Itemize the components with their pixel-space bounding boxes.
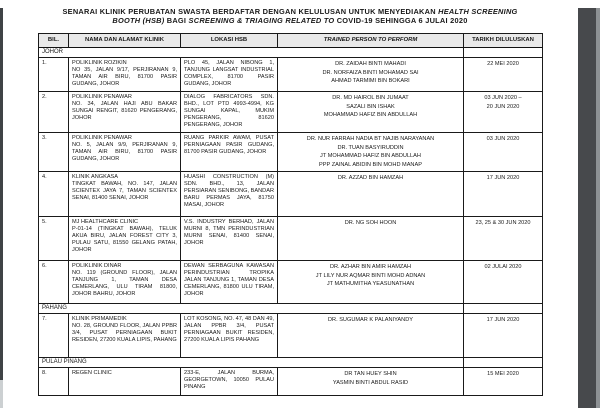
section-label: PAHANG: [39, 304, 464, 314]
approval-date: 17 JUN 2020: [486, 175, 520, 181]
trained-person-name: AHMAD TARMIMI BIN BOKARI: [331, 78, 410, 84]
approval-date-cell: [464, 172, 543, 217]
hsb-location-cell: [181, 314, 278, 358]
row-number-cell: 7.: [39, 314, 69, 358]
hsb-location: DEWAN SERBAGUNA KAWASAN PERINDUSTRIAN TROPIKA JALAN TANJUNG 1, TAMAN DESA CEMERLANG, 81800 ULU TIRAM, JOHOR: [184, 263, 274, 297]
approval-date-cell: [464, 92, 543, 133]
table-row: [39, 314, 543, 358]
table-header-row: [39, 34, 543, 48]
viewer-background-edge: [596, 8, 600, 408]
hsb-location: DIALOG FABRICATORS SDN. BHD., LOT PTD 4993-4994, KG SUNGAI KAPAL, MUKIM PENGERANG, 81620 PENGERANG, JOHOR: [184, 94, 274, 128]
trained-person-name: YASMIN BINTI ABDUL RASID: [332, 379, 409, 386]
hsb-location-cell: [181, 368, 278, 396]
hsb-location: LOT KOSONG, NO. 47, 48 DAN 49, JALAN PPBR 3/4, PUSAT PERNIAGAAN BUKIT RESIDEN, 27200 KUALA LIPIS PAHANG: [184, 316, 274, 343]
table-row: [39, 261, 543, 304]
approval-date: 22 MEI 2020: [487, 61, 519, 67]
trained-person-name: DR. NORFAIZA BINTI MOHAMAD SAI: [322, 69, 419, 76]
table-row: [39, 92, 543, 133]
clinic-address: TINGKAT BAWAH, NO. 147, JALAN SCIENTEX JAYA 7, TAMAN SCIENTEX SENAI, 81400 SENAI, JOHOR: [72, 181, 177, 201]
approval-date-cell: [464, 58, 543, 92]
clinic-address: NO 35, JALAN 9/17, PERJIRANAN 9, TAMAN AIR BIRU, 81700 PASIR GUDANG, JOHOR: [72, 67, 177, 87]
clinic-address: NO. 34, JALAN HAJI ABU BAKAR SUNGAI RENGIT, 81620 PENGERANG, JOHOR: [72, 101, 177, 121]
column-header: BIL.: [39, 34, 69, 48]
trained-person-name: JT MATHUMITHA YEASUNATHAN: [326, 281, 415, 287]
clinic-name: POLIKLINIK PENAWAR: [72, 135, 132, 141]
hsb-location: PLO 45, JALAN NIBONG 1, TANJUNG LANGSAT INDUSTRIAL COMPLEX, 81700 PASIR GUDANG, JOHOR: [184, 60, 274, 87]
clinic-name-address-cell: [69, 314, 181, 358]
clinic-name-address-cell: [69, 261, 181, 304]
clinic-name: KLINIK PRIMAMEDIK: [72, 316, 127, 322]
trained-persons-cell: [278, 261, 464, 304]
trained-person-name: DR TAN HUEY SHIN: [344, 371, 397, 377]
clinic-name: POLIKLINIK DINAR: [72, 263, 122, 269]
clinic-name: REGEN CLINIC: [72, 370, 112, 376]
approval-date: 20 JUN 2020: [486, 103, 520, 110]
approval-date-cell: [464, 261, 543, 304]
clinic-name-address-cell: [69, 133, 181, 172]
approval-date-cell: [464, 133, 543, 172]
section-label: PULAU PINANG: [39, 358, 464, 368]
column-header: LOKASI HSB: [181, 34, 278, 48]
hsb-location-cell: [181, 172, 278, 217]
trained-persons-cell: [278, 314, 464, 358]
hsb-location: HUASHI CONSTRUCTION (M) SDN. BHD., 13, JALAN PERSIARAN SENIBONG, BANDAR BARU PERMAS JAYA, 81750 MASAI, JOHOR: [184, 174, 274, 208]
table-row: [39, 368, 543, 396]
trained-persons-cell: [278, 133, 464, 172]
approval-date: 15 MEI 2020: [487, 371, 519, 377]
section-label: JOHOR: [39, 48, 464, 58]
clinic-name-address-cell: [69, 92, 181, 133]
hsb-location-cell: [181, 217, 278, 261]
trained-person-name: DR. SUGUMAR K PALANIYANDY: [328, 317, 413, 323]
trained-person-name: DR. AZZAD BIN HAMZAH: [337, 175, 404, 181]
hsb-location-cell: [181, 133, 278, 172]
trained-person-name: DR. NG SOH HOON: [344, 220, 397, 226]
trained-person-name: SAZALI BIN ISHAK: [346, 103, 395, 110]
trained-persons-cell: [278, 368, 464, 396]
document-title: [55, 8, 525, 25]
row-number-cell: 3.: [39, 133, 69, 172]
clinic-address: NO. 119 (GROUND FLOOR), JALAN TANJUNG 1, TAMAN DESA CEMERLANG, ULU TIRAM 81800, JOHOR BAHRU, JOHOR: [72, 270, 177, 297]
row-number-cell: 8.: [39, 368, 69, 396]
approval-date: 03 JUN 2020: [486, 136, 520, 142]
section-row: [39, 304, 543, 314]
row-number-cell: 2.: [39, 92, 69, 133]
section-row-date-cell: [464, 48, 543, 58]
trained-person-name: DR. MD HAIROL BIN JUMAAT: [332, 95, 409, 101]
trained-person-name: JT MOHAMMAD HAFIZ BIN ABDULLAH: [320, 153, 421, 159]
hsb-location-cell: [181, 92, 278, 133]
hsb-location: RUANG PARKIR AWAM, PUSAT PERNIAGAAN PASIR GUDANG, 81700 PASIR GUDANG, JOHOR: [184, 135, 274, 155]
approval-date: 02 JULAI 2020: [484, 264, 522, 270]
column-header: TARIKH DILULUSKAN: [464, 34, 543, 48]
clinic-name: MJ HEALTHCARE CLINIC: [72, 219, 139, 225]
section-row-date-cell: [464, 358, 543, 368]
clinic-name-address-cell: [69, 58, 181, 92]
trained-persons-cell: [278, 172, 464, 217]
column-header: NAMA DAN ALAMAT KLINIK: [69, 34, 181, 48]
hsb-location-cell: [181, 58, 278, 92]
table-row: [39, 217, 543, 261]
title-segment: BAGI: [164, 15, 189, 25]
clinic-name-address-cell: [69, 172, 181, 217]
page-edge-left-bottom: [0, 380, 3, 408]
title-segment: SCREENING & TRIAGING RELATED TO: [188, 15, 335, 25]
clinic-name: KLINIK ANGKASA: [72, 174, 119, 180]
approval-date-cell: [464, 217, 543, 261]
clinic-name: POLIKLINIK PENAWAR: [72, 94, 132, 100]
row-number-cell: 1.: [39, 58, 69, 92]
clinics-table: [38, 33, 543, 396]
row-number-cell: 4.: [39, 172, 69, 217]
trained-person-name: JT LILY NUR AQMAR BINTI MOHD ADNAN: [315, 272, 426, 279]
trained-person-name: MOHAMMAD HAFIZ BIN ABDULLAH: [323, 112, 418, 118]
hsb-location: V.S. INDUSTRY BERHAD, JALAN MURNI 8, TMN PERINDUSTRIAN MURNI SENAI, 81400 SENAI, JOHOR: [184, 219, 274, 246]
table-row: [39, 133, 543, 172]
clinic-address: P-01-14 (TINGKAT BAWAH), TELUK AKUA BIRU, JALAN FOREST CITY 3, PULAU SATU, 81550 GELANG PATAH, JOHOR: [72, 226, 177, 253]
row-number-cell: 5.: [39, 217, 69, 261]
trained-person-name: DR. AZHAR BIN AMIR HAMZAH: [329, 264, 412, 270]
trained-person-name: DR. ZAIDAH BINTI MAHADI: [335, 61, 406, 67]
approval-date-cell: [464, 314, 543, 358]
approval-date: 17 JUN 2020: [486, 317, 520, 323]
section-row: [39, 48, 543, 58]
trained-person-name: PPP ZAINAL ABIDIN BIN MOHD MANAP: [319, 161, 422, 168]
page-edge-left: [0, 8, 3, 380]
clinic-address: NO. 28, GROUND FLOOR, JALAN PPBR 3/4, PUSAT PERNIAGAAN BUKIT RESIDEN, 27200 KUALA LIPIS, PAHANG: [72, 323, 177, 343]
approval-date-cell: [464, 368, 543, 396]
trained-person-name: DR. NUR FARRAH NADIA BT NAJIB NARAYANAN: [306, 136, 435, 142]
row-number-cell: 6.: [39, 261, 69, 304]
trained-person-name: DR. TUAN BASYIRUDDIN: [337, 144, 404, 151]
title-segment: HEALTH SCREENING BOOTH (HSB): [112, 7, 518, 25]
hsb-location: 233-E, JALAN BURMA, GEORGETOWN, 10050 PULAU PINANG: [184, 370, 274, 390]
approval-date: 03 JUN 2020 –: [484, 95, 522, 101]
clinic-name-address-cell: [69, 217, 181, 261]
clinic-name: POLIKLINIK ROZIKIN: [72, 60, 127, 66]
trained-persons-cell: [278, 58, 464, 92]
column-header: TRAINED PERSON TO PERFORM: [278, 34, 464, 48]
title-segment: COVID-19 SEHINGGA 6 JULAI 2020: [334, 15, 468, 25]
clinic-address: NO. 5, JALAN 9/9, PERJIRANAN 9, TAMAN AIR BIRU, 81700 PASIR GUDANG, JOHOR: [72, 142, 177, 162]
clinic-name-address-cell: [69, 368, 181, 396]
approval-date: 23, 25 & 30 JUN 2020: [475, 220, 531, 226]
trained-persons-cell: [278, 92, 464, 133]
section-row-date-cell: [464, 304, 543, 314]
table-row: [39, 172, 543, 217]
trained-persons-cell: [278, 217, 464, 261]
table-row: [39, 58, 543, 92]
title-segment: SENARAI KLINIK PERUBATAN SWASTA BERDAFTAR DENGAN KELULUSAN UNTUK MENYEDIAKAN: [62, 7, 439, 16]
hsb-location-cell: [181, 261, 278, 304]
section-row: [39, 358, 543, 368]
